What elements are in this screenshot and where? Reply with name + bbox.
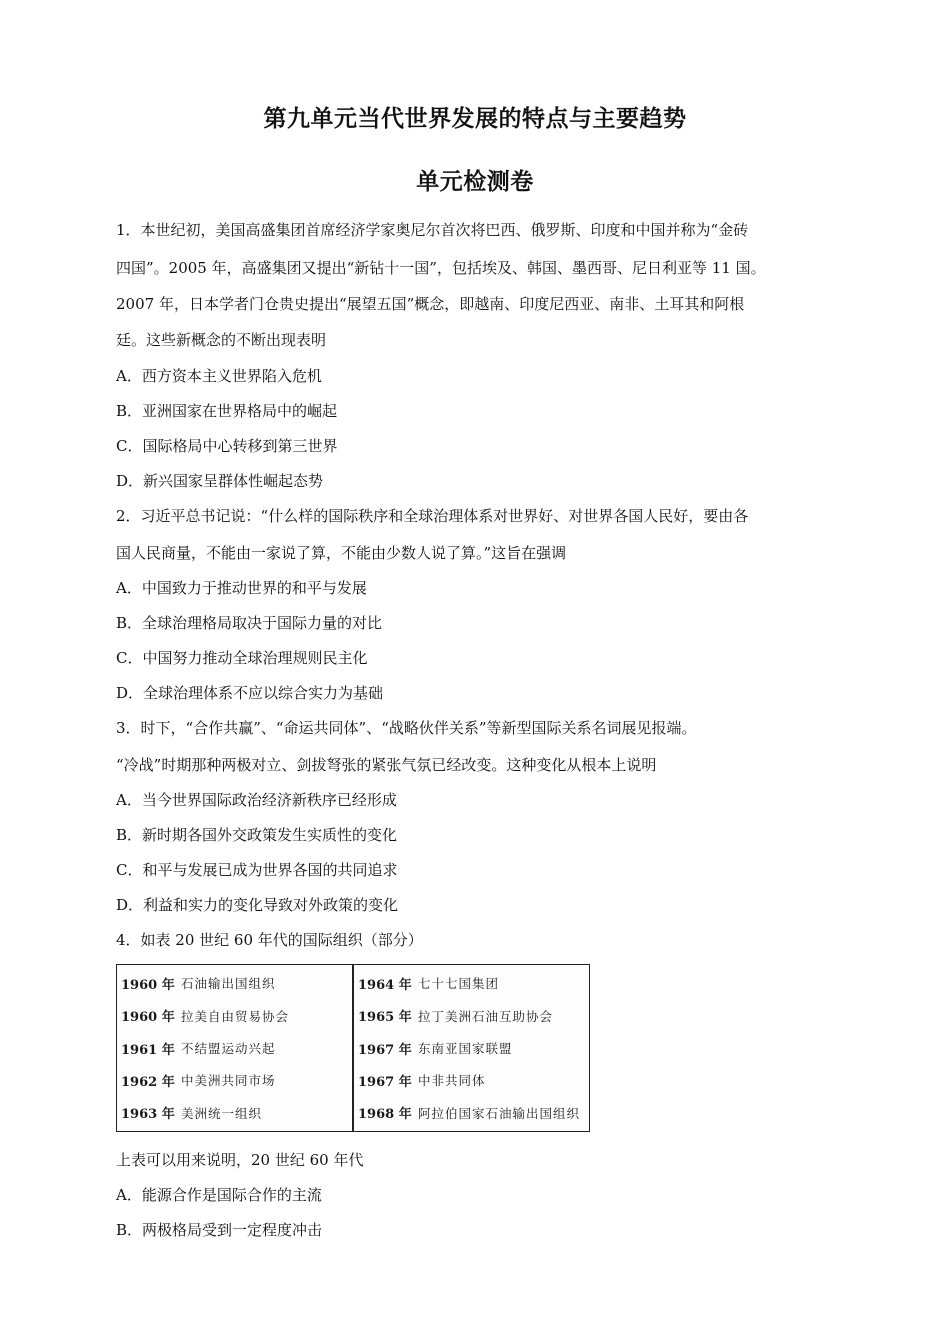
question-3-option-a: A．当今世界国际政治经济新秩序已经形成 xyxy=(116,791,397,809)
table-year: 1963 年 xyxy=(121,1107,175,1123)
table-row xyxy=(354,999,589,1031)
table-organization: 拉美自由贸易协会 xyxy=(181,1008,290,1024)
table-organization: 不结盟运动兴起 xyxy=(181,1041,276,1057)
question-3-option-c: C．和平与发展已成为世界各国的共同追求 xyxy=(116,861,398,879)
question-2-stem-line: 2．习近平总书记说：“什么样的国际秩序和全球治理体系对世界好、对世界各国人民好，要由各 xyxy=(116,507,749,525)
table-organization: 拉丁美洲石油互助协会 xyxy=(418,1008,554,1024)
table-organization: 中非共同体 xyxy=(418,1073,486,1089)
table-column-right xyxy=(352,965,589,1131)
question-4-option-b: B．两极格局受到一定程度冲击 xyxy=(116,1221,323,1239)
question-2-option-c: C．中国努力推动全球治理规则民主化 xyxy=(116,649,368,667)
table-organization: 石油输出国组织 xyxy=(181,976,276,992)
table-year: 1967 年 xyxy=(358,1042,412,1058)
question-1-option-b: B．亚洲国家在世界格局中的崛起 xyxy=(116,402,338,420)
table-year: 1960 年 xyxy=(121,977,175,993)
question-2-option-d: D．全球治理体系不应以综合实力为基础 xyxy=(116,684,384,702)
question-3-option-d: D．利益和实力的变化导致对外政策的变化 xyxy=(116,896,399,914)
table-row xyxy=(117,999,352,1031)
table-year: 1960 年 xyxy=(121,1010,175,1026)
question-3-stem-line: 3．时下，“合作共赢”、“命运共同体”、“战略伙伴关系”等新型国际关系名词展见报端。 xyxy=(116,719,697,737)
question-2-option-a: A．中国致力于推动世界的和平与发展 xyxy=(116,579,367,597)
table-organization: 东南亚国家联盟 xyxy=(418,1041,513,1057)
table-row xyxy=(354,1097,589,1129)
table-column-left xyxy=(117,965,352,1131)
table-row xyxy=(117,967,352,999)
table-row xyxy=(354,1032,589,1064)
question-1-stem-line: 1．本世纪初，美国高盛集团首席经济学家奥尼尔首次将巴西、俄罗斯、印度和中国并称为“金砖 xyxy=(116,221,749,239)
table-row xyxy=(354,1064,589,1096)
table-year: 1964 年 xyxy=(358,977,412,993)
table-row xyxy=(117,1032,352,1064)
question-4-option-a: A．能源合作是国际合作的主流 xyxy=(116,1186,322,1204)
question-1-option-c: C．国际格局中心转移到第三世界 xyxy=(116,437,338,455)
question-1-option-d: D．新兴国家呈群体性崛起态势 xyxy=(116,472,324,490)
question-1-stem-line: 四国”。2005 年，高盛集团又提出“新钻十一国”，包括埃及、韩国、墨西哥、尼日利亚等 11 国。 xyxy=(116,259,766,277)
question-3-option-b: B．新时期各国外交政策发生实质性的变化 xyxy=(116,826,398,844)
page-title: 第九单元当代世界发展的特点与主要趋势 xyxy=(263,106,687,132)
table-organization: 七十七国集团 xyxy=(418,976,500,992)
table-year: 1965 年 xyxy=(358,1010,412,1026)
table-organization: 美洲统一组织 xyxy=(181,1105,263,1121)
question-1-stem-line: 2007 年，日本学者门仓贵史提出“展望五国”概念，即越南、印度尼西亚、南非、土耳其和阿根 xyxy=(116,295,745,313)
table-year: 1962 年 xyxy=(121,1074,175,1090)
table-year: 1967 年 xyxy=(358,1074,412,1090)
table-organization: 中美洲共同市场 xyxy=(181,1073,276,1089)
question-2-stem-line: 国人民商量，不能由一家说了算，不能由少数人说了算。”这旨在强调 xyxy=(116,544,567,562)
table-organization: 阿拉伯国家石油输出国组织 xyxy=(418,1105,581,1121)
table-year: 1961 年 xyxy=(121,1042,175,1058)
table-row xyxy=(117,1097,352,1129)
table-row xyxy=(354,967,589,999)
table-year: 1968 年 xyxy=(358,1107,412,1123)
question-1-stem-line: 廷。这些新概念的不断出现表明 xyxy=(116,331,327,349)
question-4-stem-line: 4．如表 20 世纪 60 年代的国际组织（部分） xyxy=(116,931,423,949)
question-1-option-a: A．西方资本主义世界陷入危机 xyxy=(116,367,322,385)
question-3-stem-line: “冷战”时期那种两极对立、剑拔弩张的紧张气氛已经改变。这种变化从根本上说明 xyxy=(116,756,657,774)
question-4-follow-up: 上表可以用来说明，20 世纪 60 年代 xyxy=(116,1151,364,1169)
question-2-option-b: B．全球治理格局取决于国际力量的对比 xyxy=(116,614,383,632)
page-subtitle: 单元检测卷 xyxy=(416,169,534,195)
organizations-table xyxy=(116,964,590,1132)
table-row xyxy=(117,1064,352,1096)
